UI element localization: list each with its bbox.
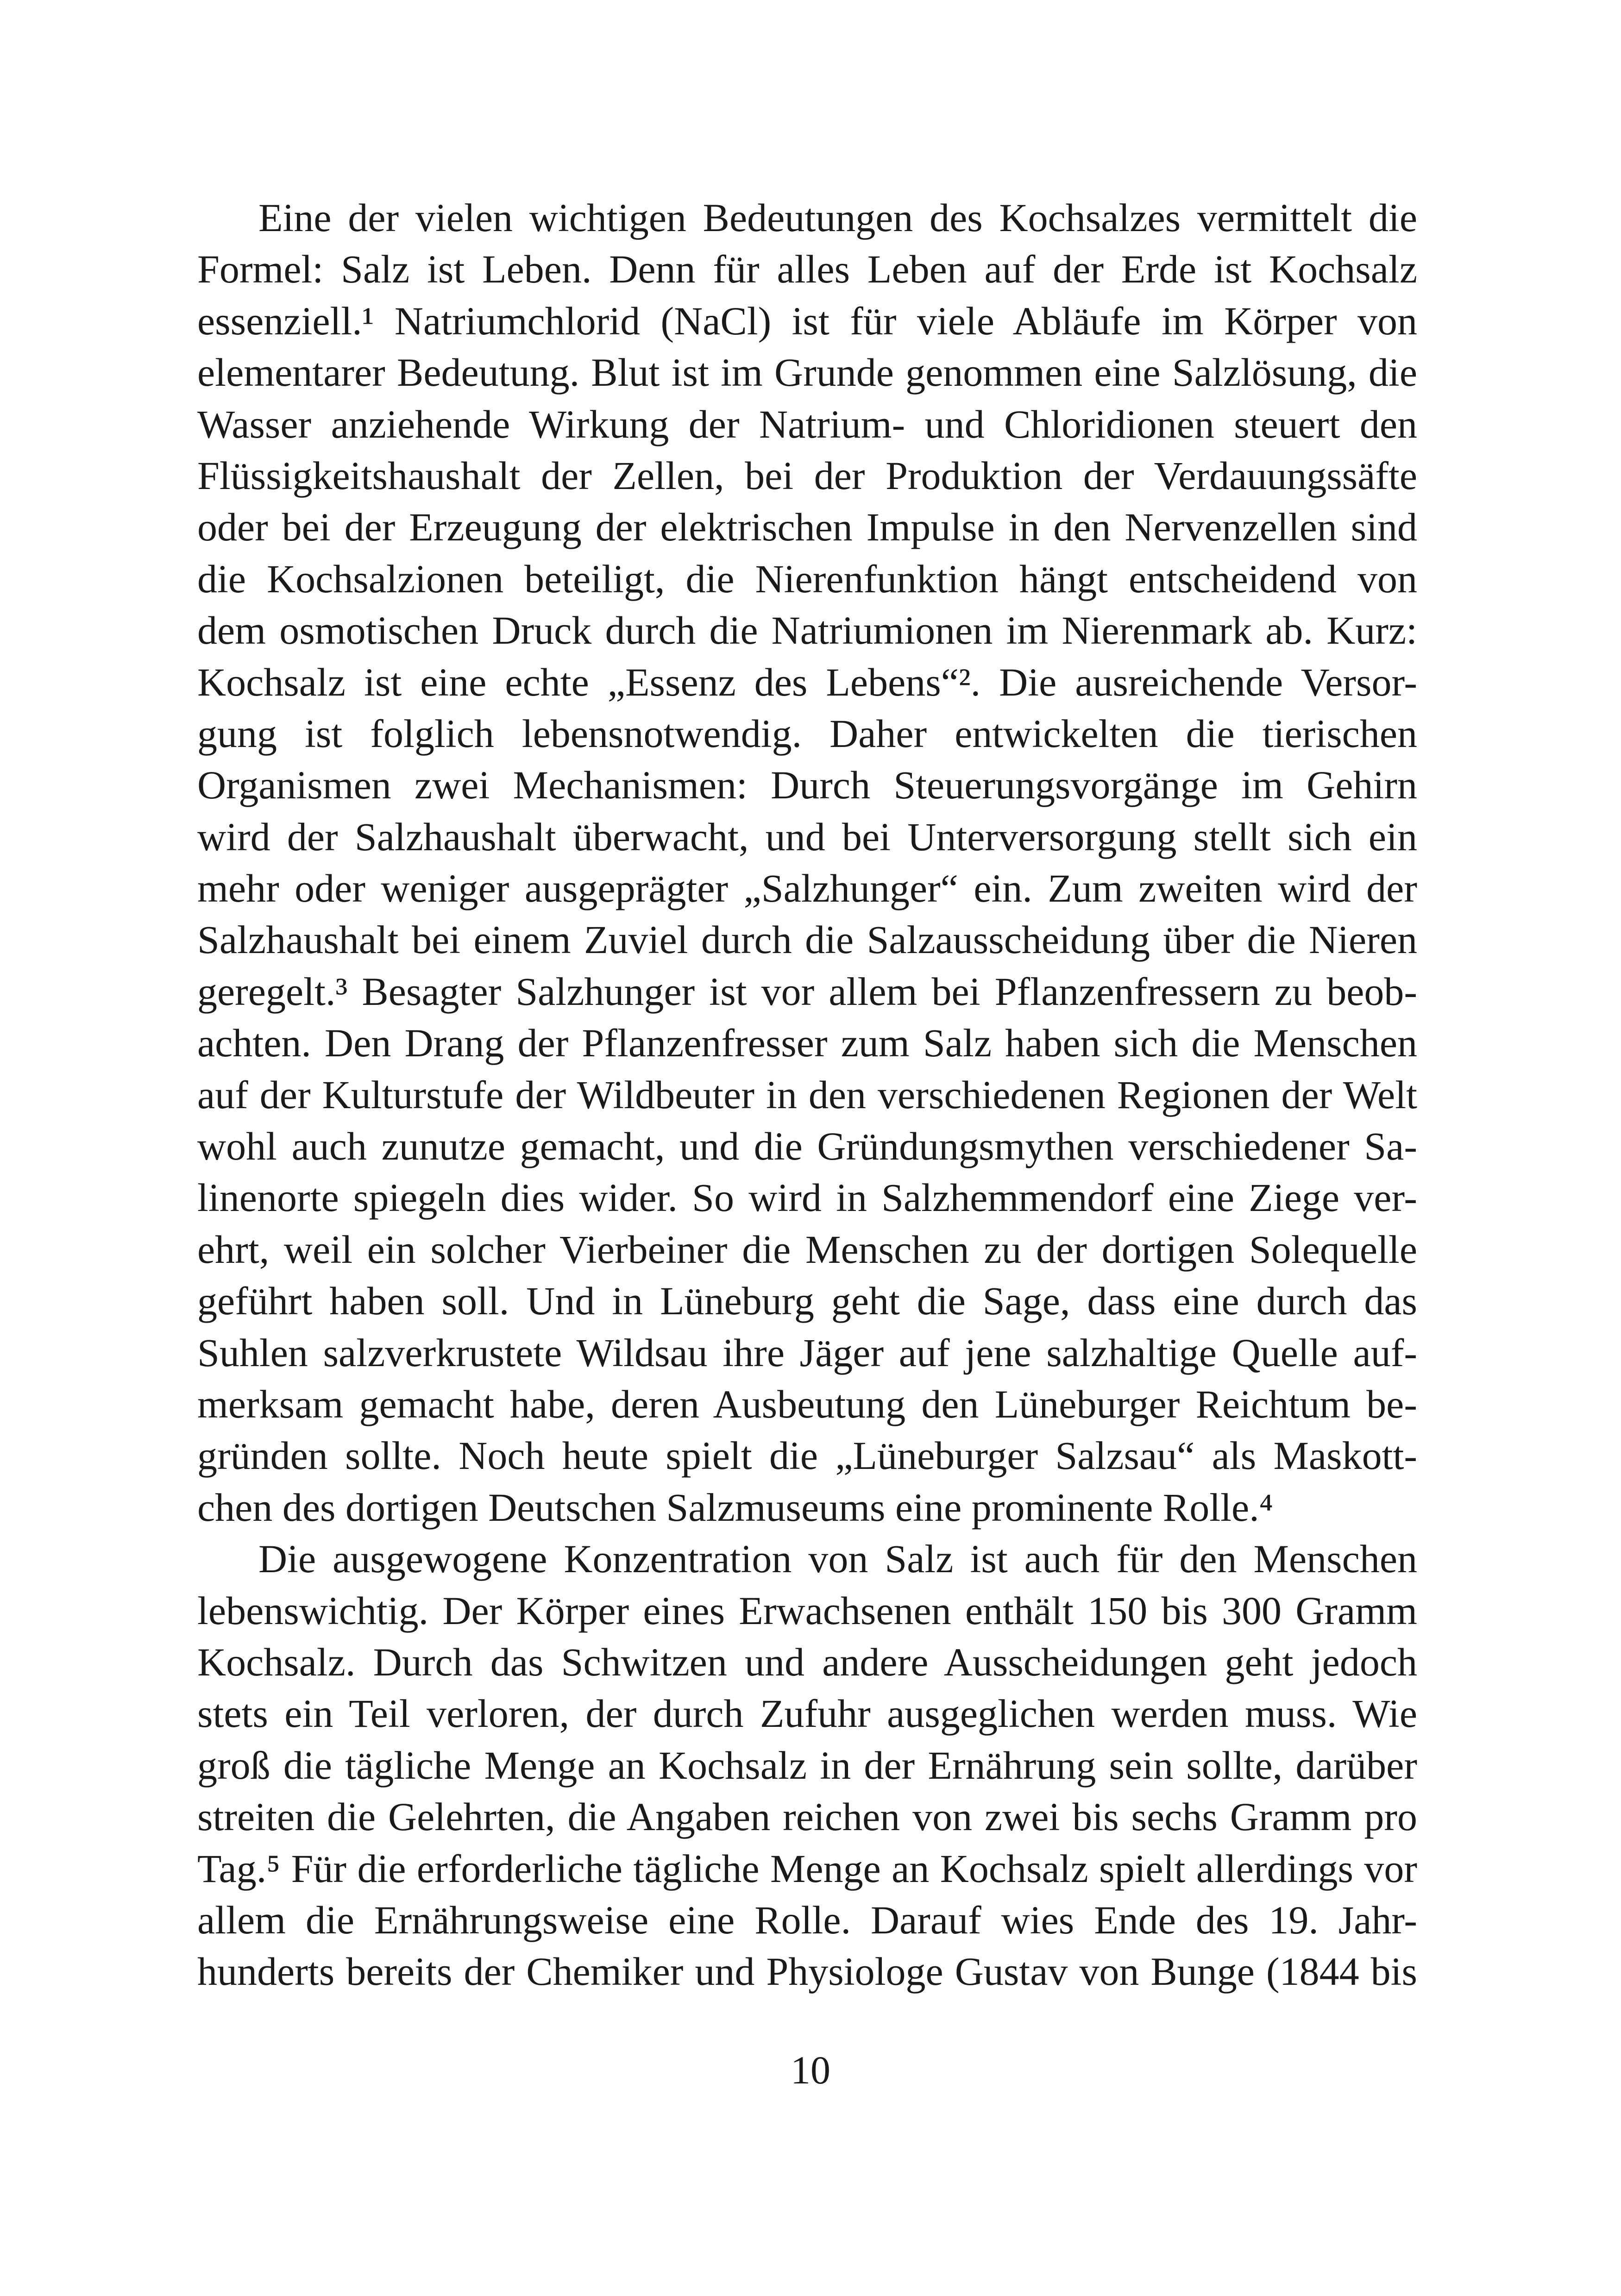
text-line: groß die tägliche Menge an Kochsalz in der Ernährung sein sollte, darüber	[197, 1743, 1417, 1788]
text-line: allem die Ernährungsweise eine Rolle. Darauf wies Ende des 19. Jahr-	[197, 1897, 1417, 1942]
text-line: essenziell.¹ Natriumchlorid (NaCl) ist für viele Abläufe im Körper von	[197, 298, 1417, 343]
text-line: dem osmotischen Druck durch die Natriumionen im Nierenmark ab. Kurz:	[197, 608, 1417, 653]
text-line: hunderts bereits der Chemiker und Physiologe Gustav von Bunge (1844 bis	[197, 1949, 1417, 1994]
paragraph-1	[197, 192, 1417, 1533]
text-line: streiten die Gelehrten, die Angaben reichen von zwei bis sechs Gramm pro	[197, 1794, 1417, 1839]
page-number: 10	[791, 2048, 830, 2092]
text-line: lebenswichtig. Der Körper eines Erwachsenen enthält 150 bis 300 Gramm	[197, 1588, 1417, 1633]
text-line: die Kochsalzionen beteiligt, die Nierenfunktion hängt entscheidend von	[197, 556, 1417, 601]
text-line: Wasser anziehende Wirkung der Natrium- und Chloridionen steuert den	[197, 401, 1417, 446]
text-line: Die ausgewogene Konzentration von Salz ist auch für den Menschen	[258, 1537, 1417, 1581]
text-line: Tag.⁵ Für die erforderliche tägliche Menge an Kochsalz spielt allerdings vor	[197, 1846, 1417, 1891]
text-line: gründen sollte. Noch heute spielt die „Lüneburger Salzsau“ als Maskott-	[197, 1433, 1417, 1478]
text-line: linenorte spiegeln dies wider. So wird in Salzhemmendorf eine Ziege ver-	[197, 1175, 1417, 1220]
text-line: wird der Salzhaushalt überwacht, und bei Unterversorgung stellt sich ein	[197, 814, 1417, 859]
text-line: auf der Kulturstufe der Wildbeuter in den verschiedenen Regionen der Welt	[197, 1072, 1417, 1117]
body-text	[197, 192, 1417, 1998]
text-line: Eine der vielen wichtigen Bedeutungen des Kochsalzes vermittelt die	[258, 195, 1417, 240]
text-line: ehrt, weil ein solcher Vierbeiner die Menschen zu der dortigen Solequelle	[197, 1227, 1417, 1272]
text-line: mehr oder weniger ausgeprägter „Salzhunger“ ein. Zum zweiten wird der	[197, 866, 1417, 911]
text-line: Organismen zwei Mechanismen: Durch Steuerungsvorgänge im Gehirn	[197, 763, 1417, 808]
text-line: Flüssigkeitshaushalt der Zellen, bei der Produktion der Verdauungssäfte	[197, 453, 1417, 498]
text-line: merksam gemacht habe, deren Ausbeutung den Lüneburger Reichtum be-	[197, 1381, 1417, 1426]
text-line: stets ein Teil verloren, der durch Zufuhr ausgeglichen werden muss. Wie	[197, 1691, 1417, 1736]
text-line: Suhlen salzverkrustete Wildsau ihre Jäger auf jene salzhaltige Quelle auf-	[197, 1330, 1417, 1375]
text-line: Kochsalz ist eine echte „Essenz des Lebens“². Die ausreichende Versor-	[197, 659, 1417, 704]
text-line: gung ist folglich lebensnotwendig. Daher entwickelten die tierischen	[197, 711, 1417, 756]
text-line: chen des dortigen Deutschen Salzmuseums eine prominente Rolle.⁴	[197, 1485, 1273, 1530]
text-line: Salzhaushalt bei einem Zuviel durch die Salzausscheidung über die Nieren	[197, 917, 1417, 962]
text-line: geregelt.³ Besagter Salzhunger ist vor allem bei Pflanzenfressern zu beob-	[197, 969, 1417, 1014]
text-line: Formel: Salz ist Leben. Denn für alles Leben auf der Erde ist Kochsalz	[197, 247, 1417, 292]
text-line: geführt haben soll. Und in Lüneburg geht die Sage, dass eine durch das	[197, 1279, 1417, 1324]
text-line: achten. Den Drang der Pflanzenfresser zum Salz haben sich die Menschen	[197, 1021, 1417, 1066]
text-line: Kochsalz. Durch das Schwitzen und andere Ausscheidungen geht jedoch	[197, 1639, 1417, 1684]
text-line: elementarer Bedeutung. Blut ist im Grunde genommen eine Salzlösung, die	[197, 350, 1417, 395]
text-line: wohl auch zunutze gemacht, und die Gründungsmythen verschiedener Sa-	[197, 1124, 1417, 1169]
paragraph-2	[197, 1533, 1417, 1998]
text-line: oder bei der Erzeugung der elektrischen Impulse in den Nervenzellen sind	[197, 505, 1417, 550]
